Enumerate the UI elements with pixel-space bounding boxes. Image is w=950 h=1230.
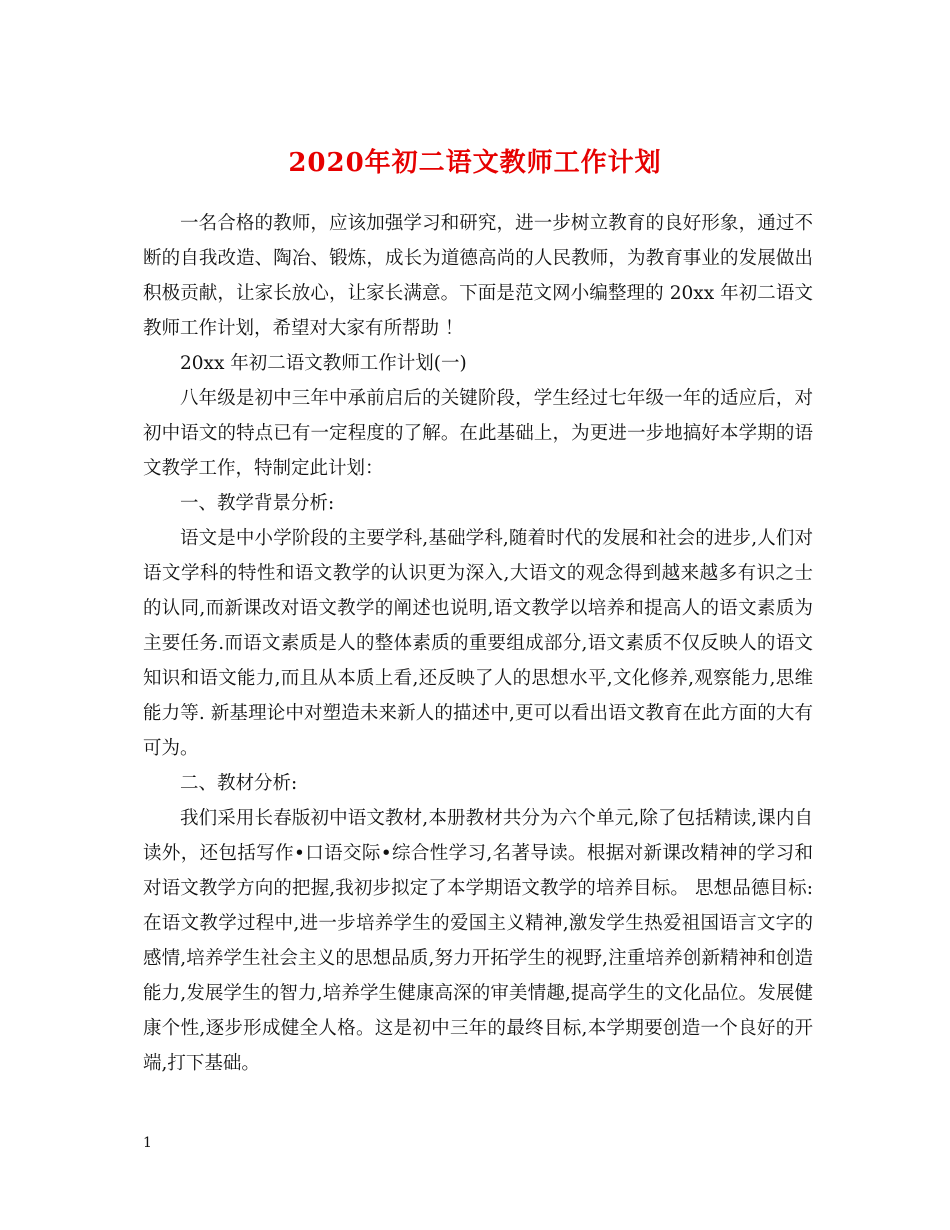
- paragraph-textbook-analysis: 我们采用长春版初中语文教材,本册教材共分为六个单元,除了包括精读,课内自读外，还包括写作•口语交际•综合性学习,名著导读。根据对新课改精神的学习和对语文教学方向的把握,我初步拟定了本学期语文教学的培养目标。 思想品德目标:在语文教学过程中,进一步培养学生的爱国主义精神,激发学生热爱祖国语言文字的感情,培养学生社会主义的思想品质,努力开拓学生的视野,注重培养创新精神和创造能力,发展学生的智力,培养学生健康高深的审美情趣,提高学生的文化品位。发展健康个性,逐步形成健全人格。这是初中三年的最终目标,本学期要创造一个良好的开端,打下基础。: [143, 808, 813, 1074]
- paragraph-background-analysis: 语文是中小学阶段的主要学科,基础学科,随着时代的发展和社会的进步,人们对语文学科的特性和语文教学的认识更为深入,大语文的观念得到越来越多有识之士的认同,而新课改对语文教学的阐述也说明,语文教学以培养和提高人的语文素质为主要任务.而语文素质是人的整体素质的重要组成部分,语文素质不仅反映人的语文知识和语文能力,而且从本质上看,还反映了人的思想水平,文化修养,观察能力,思维能力等. 新基理论中对塑造未来新人的描述中,更可以看出语文教育在此方面的大有可为。: [143, 528, 813, 759]
- paragraph-plan-heading: 20xx 年初二语文教师工作计划(一): [180, 353, 467, 374]
- paragraph-grade-eight: 八年级是初中三年中承前启后的关键阶段，学生经过七年级一年的适应后，对初中语文的特点已有一定程度的了解。在此基础上，为更进一步地搞好本学期的语文教学工作，特制定此计划：: [143, 388, 813, 479]
- section-heading-background: 一、教学背景分析:: [180, 493, 335, 514]
- section-heading-textbook: 二、教材分析:: [180, 773, 298, 794]
- page-number: 1: [143, 1135, 152, 1151]
- document-title: 2020年初二语文教师工作计划: [288, 148, 662, 179]
- paragraph-intro: 一名合格的教师，应该加强学习和研究，进一步树立教育的良好形象，通过不断的自我改造、陶冶、锻炼，成长为道德高尚的人民教师，为教育事业的发展做出积极贡献，让家长放心，让家长满意。下面是范文网小编整理的 20xx 年初二语文教师工作计划，希望对大家有所帮助 ！: [143, 213, 813, 339]
- document-body: [143, 206, 813, 1081]
